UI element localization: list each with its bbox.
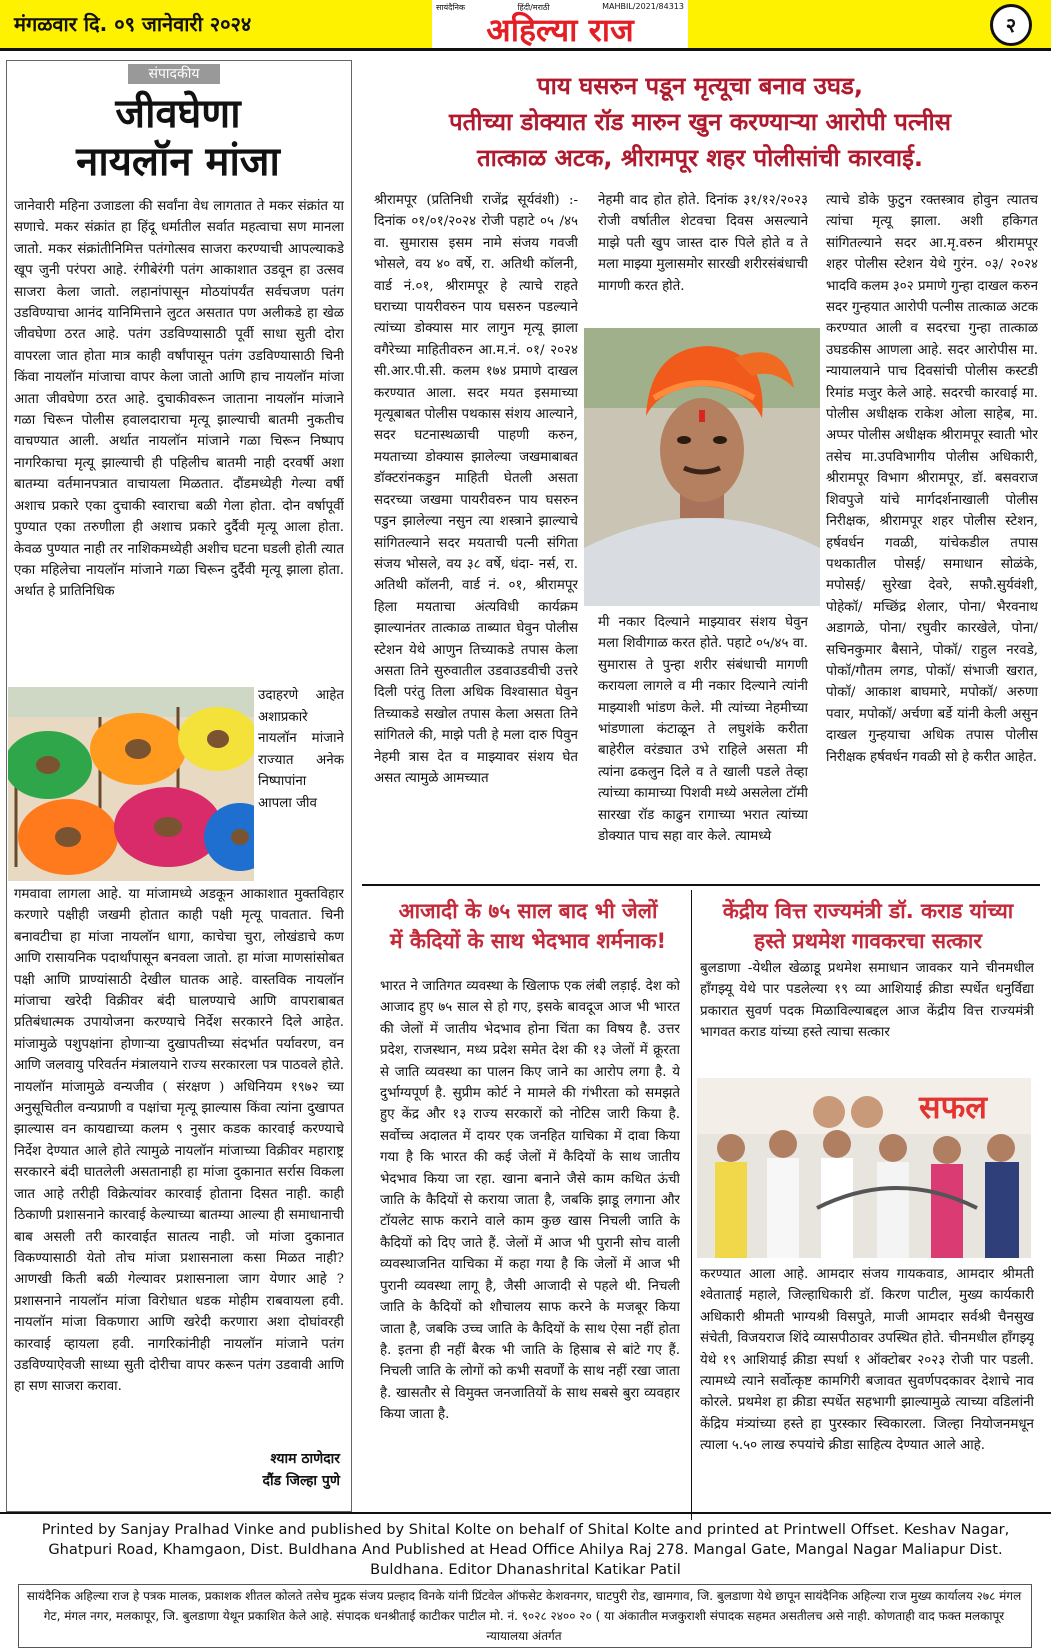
- column-divider: [691, 890, 692, 1520]
- felicitation-headline-line1: केंद्रीय वित्त राज्यमंत्री डॉ. कराड यांच्या: [722, 899, 1014, 923]
- felicitation-body-bottom: करण्यात आला आहे. आमदार संजय गायकवाड, आमदार श्रीमती श्वेताताई महाले, जिल्हाधिकारी डॉ. किरण पाटील, मुख्य कार्यकारी अधिकारी श्रीमती भाग्यश्री विसपुते, माजी आमदार सर्वश्री चैनसुख संचेती, विजयराज शिंदे व्यासपीठावर उपस्थित होते. चीनमधील हॉंगझ्यू येथे १९ आशियाई क्रीडा स्पर्धा १ ऑक्टोबर २०२३ रोजी पार पडली. त्यामध्ये त्याने सर्वोत्कृष्ट कामगिरी बजावत सुवर्णपदकावर देशाचे नाव कोरले. प्रथमेश हा क्रीडा स्पर्धेत सहभागी झाल्यामुळे त्याच्या वडिलांनी केंद्रिय मंत्र्यांच्या हस्ते हा पुरस्कार स्विकारला. जिल्हा नियोजनमधून त्याला ५.५० लाख रुपयांचे क्रीडा साहित्य देण्यात आले आहे.: [700, 1267, 1034, 1454]
- editorial-title: [10, 90, 346, 186]
- victim-portrait-photo: [584, 328, 820, 606]
- hindi-story-headline: [368, 896, 688, 956]
- issue-date: मंगळवार दि. ०९ जानेवारी २०२४: [14, 12, 252, 36]
- lead-story-col2-bottom: मी नकार दिल्याने माझ्यावर संशय घेवुन मला शिवीगाळ करत होते. पहाटे ०५/४५ वा. सुमारास ते पुन्हा शरीर संबंधाची मागणी करायला लागले व मी नकार दिल्याने त्यांनी माझ्याशी भांडण केले. मी त्यांच्या नेहमीच्या भांडणाला कंटाळून ते लघुशंके करीता बाहेरील वरंड्यात उभे राहिले असता मी त्यांना ढकलुन दिले व ते खाली पडले तेव्हा त्यांच्या कामाच्या पिशवी मध्ये असलेला टॉमी सारखा रॉड काढुन रागाच्या भरात त्यांच्या डोक्यात पाच सहा वार केले. त्यामध्ये: [598, 615, 808, 845]
- lead-story-col1: श्रीरामपूर (प्रतिनिधी राजेंद्र सूर्यवंशी) :- दिनांक ०१/०१/२०२४ रोजी पहाटे ०५ /४५ वा. सुमारास इसम नामे संजय गवजी भोसले, वय ४० वर्षे, रा. अतिथी कॉलनी, वार्ड नं.०१, श्रीरामपूर हे त्याचे राहते घराच्या पायरीवरुन पाय घसरुन पडल्याने त्यांच्या डोक्यास मार लागुन मृत्यू झाला वगैरेच्या माहितीवरुन आ.म.नं. ०१/ २०२४ सी.आर.पी.सी. कलम १७४ प्रमाणे दाखल करण्यात आला. सदर मयत इसमाच्या मृत्यूबाबत पोलीस पथकास संशय आल्याने, सदर घटनास्थळाची पाहणी करुन, मयताच्या डोक्यास झालेल्या जखमाबाबत डॉक्टरांनकडुन माहिती घेतली असता सदरच्या जखमा पायरीवरुन पाय घसरुन पडुन झालेल्या नसुन त्या शस्त्राने झाल्याचे सांगितल्याने सदर मयताची पत्नी संगिता संजय भोसले, वय ३८ वर्षे, धंदा- नर्स, रा. अतिथी कॉलनी, वार्ड नं. ०१, श्रीरामपूर हिला मयताचा अंत्यविधी कार्यक्रम झाल्यानंतर तात्काळ ताब्यात घेवुन पोलीस स्टेशन येथे आणुन तिच्याकडे तपास केला असता तिने सुरुवातील उडवाउडवीची उत्तरे दिली परंतु तिला अधिक विश्वासात घेवुन तिच्याकडे सखोल तपास केला असता तिने सांगितले की, माझे पती हे मला दारु पिवुन नेहमी त्रास देत व माझ्यावर संशय घेत असत त्यामुळे आमच्यात: [374, 193, 578, 786]
- masthead-title: अहिल्या राज: [486, 11, 634, 49]
- editorial-body-side: उदाहरणे आहेत अशाप्रकारे नायलॉन मांजाने राज्यात अनेक निष्पापांना आपला जीव: [258, 688, 344, 811]
- editorial-tag: संपादकीय: [128, 64, 220, 84]
- editorial-body-bottom: गमवावा लागला आहे. या मांजामध्ये अडकून आकाशात मुक्तविहार करणारे पक्षीही जखमी होतात काही पक्षी मृत्यू पावतात. चिनी बनावटीचा हा मांजा नायलॉन धागा, काचेचा चुरा, लोखंडाचे कण आणि रासायनिक पदार्थांपासून बनवला जातो. हा मांजा माणसांसोबत पक्षी आणि प्राण्यांसाठी देखील घातक आहे. वास्तविक नायलॉन मांजाचा खरेदी विक्रीवर बंदी घालण्याचे आणि वापराबाबत प्रतिबंधात्मक उपायोजना करण्याचे निर्देश सरकारने दिले आहेत. मांजामुळे पशुपक्षांना होणाऱ्या दुखापतीच्या संदर्भात पर्यावरण, वन आणि जलवायु परिवर्तन मंत्रालयाने राज्य सरकारला पत्र पाठवले होते. नायलॉन मांजामुळे वन्यजीव ( संरक्षण ) अधिनियम १९७२ च्या अनुसूचितील वन्यप्राणी व पक्षांचा मृत्यू झाल्यास किंवा त्यांना दुखापत झाल्यास वन कायद्याच्या कलम ९ नुसार कडक कारवाई करण्याचे निर्देश देण्यात आले होते त्यामुळे नायलॉन मांजाच्या विक्रीवर महाराष्ट्र सरकारने बंदी घातलेली असतानाही हा मांजा दुकानात सर्रास विकला जात आहे तरीही विक्रेत्यांवर कारवाई होताना दिसत नाही. काही ठिकाणी प्रशासनाने कारवाई केल्याच्या बातम्या आल्या ही समाधानाची बाब असली तरी कारवाईत सातत्य नाही. जो मांजा दुकानात विकण्यासाठी येतो तोच मांजा प्रशासनाला कसा मिळत नाही? आणखी किती बळी गेल्यावर प्रशासनाला जाग येणार आहे ? प्रशासनाने नायलॉन मांजा विरोधात धडक मोहीम राबवायला हवी. नायलॉन मांजा विकणारा आणि खरेदी करणारा अशा दोघांवरही कारवाई व्हायला हवी. नागरिकांनीही नायलॉन मांजाने पतंग उडविण्याऐवजी साध्या सुती दोरीचा वापर करून पतंग उडवावी आणि हा सण साजरा करावा.: [14, 887, 344, 1395]
- lead-story-col3: त्याचे डोके फुटुन रक्तस्त्राव होवुन त्यातच त्यांचा मृत्यू झाला. अशी हकिगत सांगितल्याने सदर आ.मृ.वरुन श्रीरामपूर शहर पोलीस स्टेशन येथे गुरंन. ०३/ २०२४ भादवि कलम ३०२ प्रमाणे गुन्हा दाखल करुन सदर गुन्हयात आरोपी पत्नीस तात्काळ अटक करण्यात आली व सदरचा गुन्हा तात्काळ उघडकीस आणला आहे. सदर आरोपीस मा. न्यायालयाने पाच दिवसांची पोलीस कस्टडी रिमांड मजुर केले आहे. सदरची कारवाई मा. पोलीस अधीक्षक राकेश ओला साहेब, मा. अप्पर पोलीस अधीक्षक श्रीरामपूर स्वाती भोर तसेच मा.उपविभागीय पोलीस अधिकारी, श्रीरामपूर विभाग श्रीरामपूर, डॉ. बसवराज शिवपुजे यांचे मार्गदर्शनाखाली पोलीस निरीक्षक, श्रीरामपूर शहर पोलीस स्टेशन, हर्षवर्धन गवळी, यांचेकडील तपास पथकातील पोसई/ समाधान सोळंके, मपोसई/ सुरेखा देवरे, सफौ.सुर्यवंशी, पोहेकॉ/ मच्छिंद्र शेलार, पोना/ भैरवनाथ अडागळे, पोना/ रघुवीर कारखेले, पोना/ सचिनकुमार बैसाने, पोकॉ/ राहुल नरवडे, पोकॉ/गौतम लगड, पोकॉ/ संभाजी खरात, पोकॉ/ आकाश बाघमारे, मपोकॉ/ अरुणा पवार, मपोकॉ/ अर्चणा बर्डे यांनी केली असुन दाखल गुन्हयाचा अधिक तपास पोलीस निरीक्षक हर्षवर्धन गवळी सो हे करीत आहेत.: [826, 193, 1038, 765]
- portrait-illustration: [584, 328, 820, 606]
- lead-headline-line2: पतीच्या डोक्यात रॉड मारुन खुन करण्याऱ्या आरोपी पत्नीस: [449, 108, 951, 136]
- footer-divider: [0, 1512, 1051, 1514]
- masthead-label-left: सायंदैनिक: [436, 3, 466, 12]
- kite-spools-photo: [8, 687, 254, 881]
- hindi-story-body: भारत ने जातिगत व्यवस्था के खिलाफ एक लंबी लड़ाई. देश को आजाद हुए ७५ साल से हो गए, इसके बावदूज आज भी भारत की जेलों में जातीय भेदभाव होना चिंता का विषय है. उत्तर प्रदेश, राजस्थान, मध्य प्रदेश समेत देश की १३ जेलों में क्रूरता से जाति व्यवस्था का पालन किए जाने का आरोप लगा है. ये दुर्भाग्यपूर्ण है. सुप्रीम कोर्ट ने मामले की गंभीरता को समझते हुए केंद्र और १३ राज्य सरकारों को नोटिस जारी किया है. सर्वोच्च अदालत में दायर एक जनहित याचिका में दावा किया गया है कि भारत की कई जेलों में कैदियों के साथ जातीय भेदभाव किया जा रहा. खाना बनाने जैसे काम कथित ऊंची जाति के कैदियों से कराया जाता है, जबकि झाडू लगाना और टॉयलेट साफ कराने वाले काम कुछ खास निचली जाति के कैदियों को दिए जाते हैं. जेलों में आज भी पुरानी सोच वाली व्यवस्थाजनित याचिका में कहा गया है कि जेलों में आज भी पुरानी व्यवस्था लागू है, जैसी आजादी से पहले थी. निचली जाति के कैदियों को शौचालय साफ करने के मजबूर किया जाता है, जबकि उच्च जाति के कैदियों के साथ ऐसा नहीं होता है. इतना ही नहीं बैरक भी जाति के हिसाब से बांटे गए हैं. निचली जाति के लोगों को कभी सवर्णों के साथ नहीं रखा जाता है. खासतौर से विमुक्त जनजातियों के साथ सबसे बुरा व्यवहार किया जाता है.: [380, 979, 680, 1423]
- masthead-reg: MAHBIL/2021/84313: [602, 2, 684, 11]
- masthead-label-mid: हिंदी/मराठी: [517, 3, 550, 12]
- author-name: श्याम ठाणेदार: [270, 1451, 340, 1467]
- felicitation-photo: [697, 1078, 1031, 1258]
- banner-text: सफल: [919, 1088, 988, 1126]
- hindi-headline-line2: में कैदियों के साथ भेदभाव शर्मनाक!: [389, 929, 667, 953]
- editorial-author: [190, 1448, 340, 1492]
- imprint-marathi: सायंदैनिक अहिल्या राज हे पत्रक मालक, प्रकाशक शीतल कोलते तसेच मुद्रक संजय प्रल्हाद विनके यांनी प्रिंटवेल ऑफसेट केशवनगर, घाटपुरी रोड, खामगाव, जि. बुलडाणा येथे छापून सायंदैनिक अहिल्या राज मुख्य कार्यालय २७८ मंगल गेट, मंगल नगर, मलकापूर, जि. बुलडाणा येथून प्रकाशित केले आहे. संपादक धनश्रीताई काटीकर पाटील मो. नं. ९०२८ २४०० २० ( या अंकातील मजकुराशी संपादक सहमत असतीलच असे नाही. कोणताही वाद फक्त मलकापूर न्यायालया अंतर्गत: [26, 1589, 1022, 1643]
- section-divider: [362, 884, 1040, 886]
- felicitation-illustration: [697, 1078, 1031, 1258]
- masthead: [432, 0, 688, 48]
- lead-story-col2-top: नेहमी वाद होत होते. दिनांक ३१/१२/२०२३ रोजी वर्षातील शेटवचा दिवस असल्याने माझे पती खुप जास्त दारु पिले होते व ते मला माझ्या मुलासमोर सारखी शरीरसंबंधाची मागणी करत होते.: [598, 193, 808, 294]
- felicitation-body-top: बुलडाणा -येथील खेळाडू प्रथमेश समाधान जावकर याने चीनमधील हॉंगझ्यू येथे पार पडलेल्या १९ व्या आशियाई क्रीडा स्पर्धेत धनुर्विद्या प्रकारात सुवर्ण पदक मिळाविल्याबद्दल आज केंद्रीय वित्त राज्यमंत्री भागवत कराड यांच्या हस्ते त्याचा सत्कार: [700, 961, 1034, 1041]
- lead-headline-line1: पाय घसरुन पडून मृत्यूचा बनाव उघड,: [537, 72, 863, 100]
- editorial-body-top: जानेवारी महिना उजाडला की सर्वांना वेध लागतात ते मकर संक्रांत या सणाचे. मकर संक्रांत हा हिंदू धर्मातील सर्वात महत्वाचा सण मानला जातो. मकर संक्रांतीनिमित्त पतंगोत्सव साजरा करण्याची आपल्याकडे खूप जुनी परंपरा आहे. रंगीबेरंगी पतंग आकाशात उडवून हा उत्सव साजरा केला जातो. लहानांपासून मोठयांपर्यंत सर्वचजण पतंग उडविण्याचा आनंद यानिमित्ताने लुटत असतात पण अलीकडे हा खेळ जीवघेणा ठरत आहे. पतंग उडविण्यासाठी पूर्वी साधा सुती दोरा वापरला जात होता मात्र काही वर्षांपासून पतंग उडविण्यासाठी चिनी किंवा नायलॉन मांजाचा वापर केला जातो आणि हाच नायलॉन मांजा आता जीवघेणा ठरत आहे. दुचाकीवरून जाताना नायलॉन मांजाने गळा चिरून पोलीस हवालदाराचा मृत्यू झाल्याची बातमी नुकतीच वाचण्यात आली. अर्थात नायलॉन मांजाने गळा चिरून निष्पाप नागरिकाचा मृत्यू झाल्याची ही पहिलीच बातमी नाही दरवर्षी अशा बातम्या वर्तमानपत्रात वाचायला मिळतात. दौंडमध्येही गेल्या वर्षी अशाच प्रकारे एका दुचाकी स्वाराचा बळी गेला होता. दोन वर्षापूर्वी पुण्यात एका तरुणीला ही अशाच प्रकारे दुर्दैवी मृत्यू आला होता. केवळ पुण्यात नाही तर नाशिकमध्येही अशीच घटना घडली होती त्यात एका महिलेचा नायलॉन मांजाने गळा चिरून दुर्दैवी मृत्यू झाला होता. अर्थात हे प्रातिनिधिक: [14, 199, 344, 600]
- hindi-headline-line1: आजादी के ७५ साल बाद भी जेलों: [398, 899, 658, 923]
- kite-spools-illustration: [8, 687, 254, 881]
- author-place: दौंड जिल्हा पुणे: [262, 1473, 340, 1489]
- page-number: २: [990, 4, 1032, 46]
- lead-headline-line3: तात्काळ अटक, श्रीरामपूर शहर पोलीसांची कारवाई.: [476, 144, 924, 172]
- editorial-title-line2: नायलॉन मांजा: [76, 138, 280, 185]
- imprint-english: Printed by Sanjay Pralhad Vinke and published by Shital Kolte on behalf of Shital Kolte and printed at Printwell Offset. Keshav Nagar, Ghatpuri Road, Khamgaon, Dist. Buldhana And Published at Head Office Ahilya Raj 278. Mangal Gate, Mangal Nagar Maliapur Dist. Buldhana. Editor Dhanashrital Katikar Patil: [41, 1521, 1010, 1578]
- felicitation-headline: [700, 896, 1036, 956]
- page-header: [0, 0, 1051, 51]
- editorial-title-line1: जीवघेणा: [115, 90, 241, 137]
- lead-headline: [360, 68, 1040, 176]
- felicitation-headline-line2: हस्ते प्रथमेश गावकरचा सत्कार: [754, 929, 982, 953]
